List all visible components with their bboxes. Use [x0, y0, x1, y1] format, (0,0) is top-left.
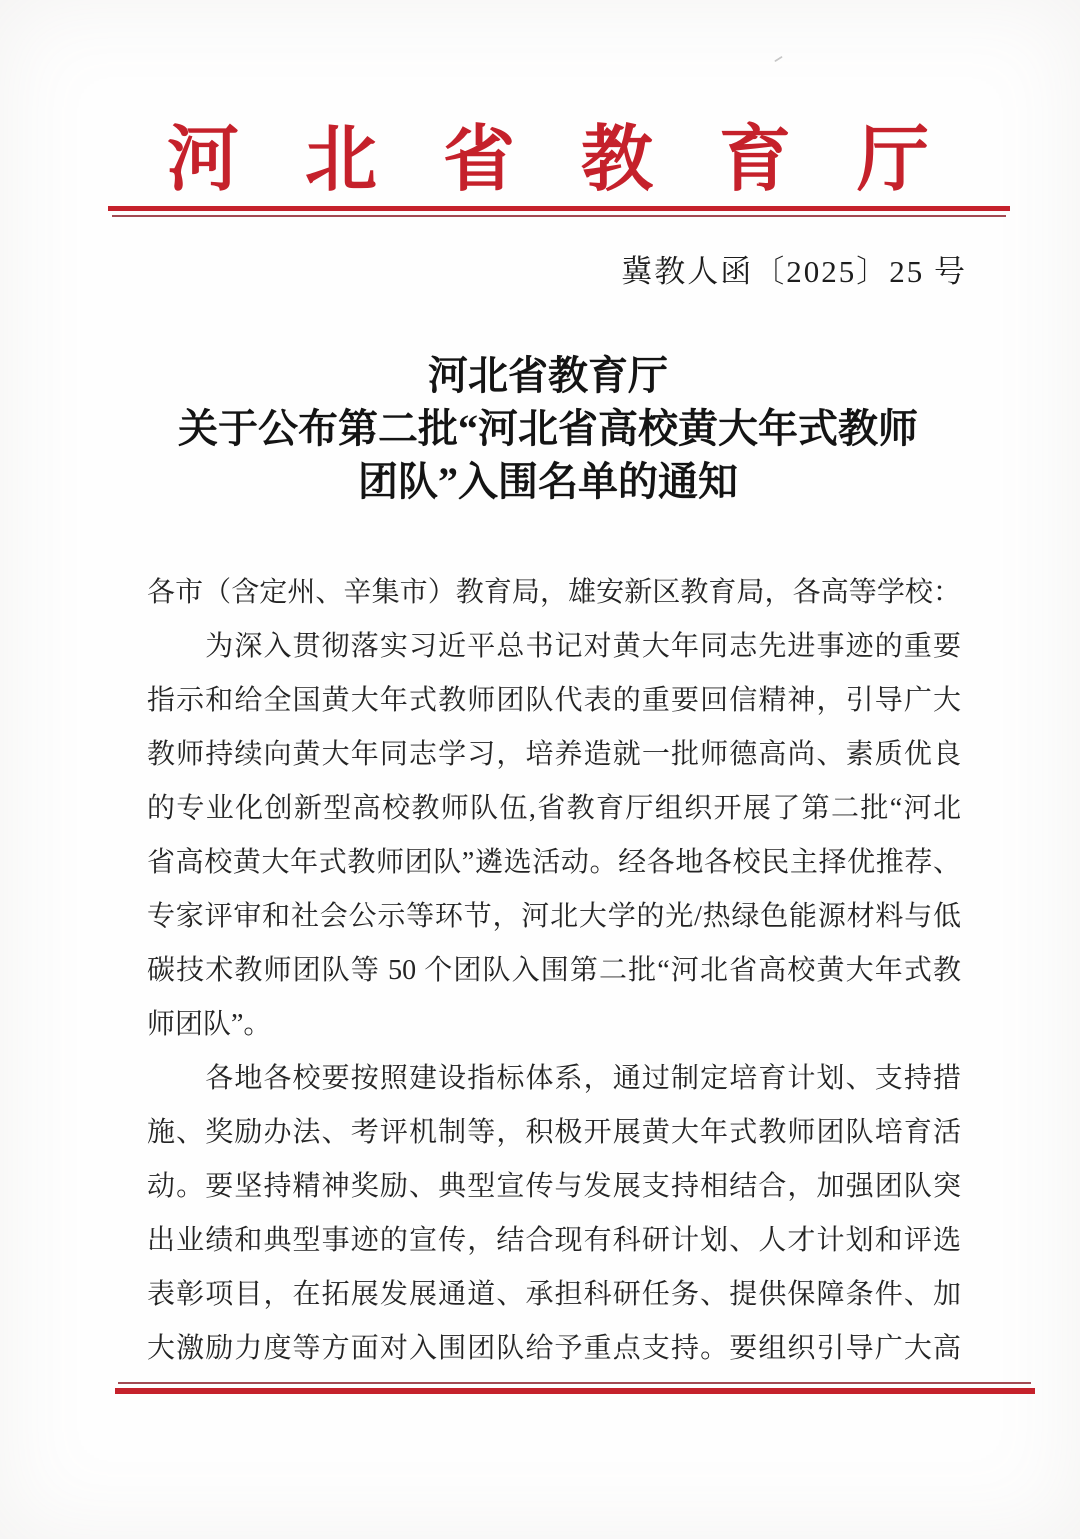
body-line: 为深入贯彻落实习近平总书记对黄大年同志先进事迹的重要 — [147, 631, 961, 662]
notice-title-line: 河北省教育厅 — [428, 353, 668, 398]
body-line: 各地各校要按照建设指标体系，通过制定培育计划、支持措 — [147, 1063, 961, 1094]
body-line: 大激励力度等方面对入围团队给予重点支持。要组织引导广大高 — [147, 1333, 961, 1364]
notice-title — [8, 349, 1080, 508]
body-line: 碳技术教师团队等 50 个团队入围第二批“河北省高校黄大年式教 — [147, 955, 961, 986]
body-line: 的专业化创新型高校教师队伍,省教育厅组织开展了第二批“河北 — [147, 793, 961, 824]
footer-divider-thin — [118, 1382, 1031, 1384]
notice-title-line: 关于公布第二批“河北省高校黄大年式教师 — [178, 406, 918, 451]
notice-title-line: 团队”入围名单的通知 — [358, 459, 738, 504]
footer-divider-thick — [115, 1388, 1035, 1394]
body-line: 动。要坚持精神奖励、典型宣传与发展支持相结合，加强团队突 — [147, 1171, 961, 1202]
photo-artifact-speck — [774, 56, 783, 62]
letterhead-divider-thin — [112, 215, 1006, 217]
letterhead-org-name: 河北省教育厅 — [166, 120, 995, 200]
body-line: 教师持续向黄大年同志学习，培养造就一批师德高尚、素质优良 — [147, 739, 961, 770]
document-number: 冀教人函〔2025〕25 号 — [621, 254, 967, 289]
body-line: 施、奖励办法、考评机制等，积极开展黄大年式教师团队培育活 — [147, 1117, 961, 1148]
body-line: 出业绩和典型事迹的宣传，结合现有科研计划、人才计划和评选 — [147, 1225, 961, 1256]
notice-body — [147, 566, 961, 1376]
letterhead-divider-thick — [108, 206, 1010, 211]
body-line: 指示和给全国黄大年式教师团队代表的重要回信精神，引导广大 — [147, 685, 961, 716]
body-line-salutation: 各市（含定州、辛集市）教育局，雄安新区教育局，各高等学校： — [147, 577, 961, 608]
body-line: 师团队”。 — [147, 1009, 272, 1040]
body-line: 表彰项目，在拓展发展通道、承担科研任务、提供保障条件、加 — [147, 1279, 961, 1310]
body-line: 省高校黄大年式教师团队”遴选活动。经各地各校民主择优推荐、 — [147, 847, 961, 878]
body-line: 专家评审和社会公示等环节，河北大学的光/热绿色能源材料与低 — [147, 901, 961, 932]
